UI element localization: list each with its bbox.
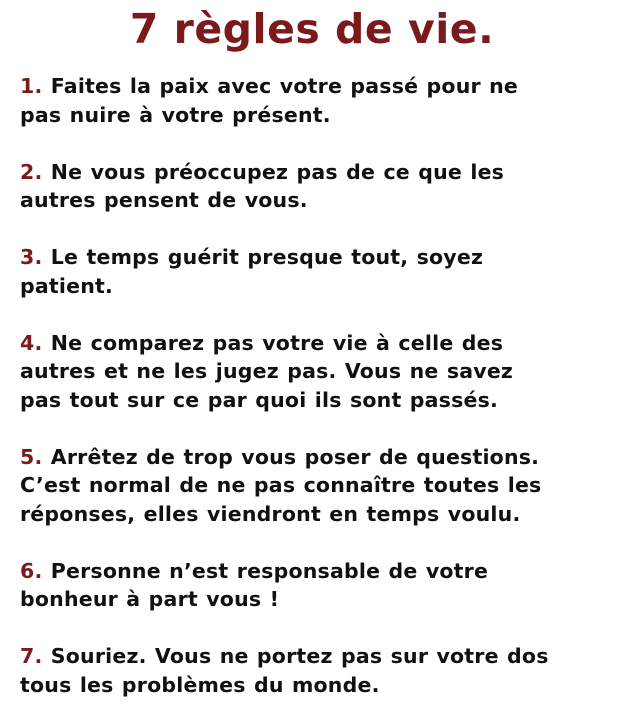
rule-text: tous les problèmes du monde. <box>20 672 380 697</box>
rule-item-1 <box>20 72 620 129</box>
rule-text: Ne comparez pas votre vie à celle des <box>50 330 504 355</box>
rule-item-4 <box>20 329 620 415</box>
rule-text: Ne vous préoccupez pas de ce que les <box>50 159 505 184</box>
rule-line <box>20 72 620 101</box>
rule-text: réponses, elles viendront en temps voulu. <box>20 501 521 526</box>
rule-text: bonheur à part vous ! <box>20 587 280 611</box>
rule-item-6 <box>20 557 620 614</box>
rule-text: C’est normal de ne pas connaître toutes les <box>20 473 542 497</box>
rule-line <box>20 443 620 472</box>
rule-line <box>20 243 620 272</box>
rule-number: 3. <box>20 245 43 269</box>
rule-text: Faites la paix avec votre passé pour ne <box>50 74 519 98</box>
rule-number: 6. <box>20 558 43 583</box>
rule-text: Souriez. Vous ne portez pas sur votre dos <box>50 644 549 668</box>
rule-item-2 <box>20 158 620 215</box>
rule-number: 1. <box>20 74 43 98</box>
rule-number: 4. <box>20 330 43 355</box>
rule-text: autres pensent de vous. <box>20 188 308 212</box>
rule-text: Personne n’est responsable de votre <box>50 558 489 583</box>
rule-item-5 <box>20 443 620 529</box>
rule-text: patient. <box>20 273 114 298</box>
rule-line <box>20 158 620 187</box>
rule-text: Le temps guérit presque tout, soyez <box>50 245 484 269</box>
rule-number: 5. <box>20 444 43 469</box>
page-title: 7 règles de vie. <box>129 5 495 53</box>
rule-text: pas tout sur ce par quoi ils sont passés. <box>20 387 498 412</box>
rule-item-7 <box>20 642 620 699</box>
rule-number: 7. <box>20 644 43 668</box>
rule-item-3 <box>20 243 620 300</box>
rules-list <box>20 72 620 699</box>
rule-line <box>20 329 620 358</box>
rule-line <box>20 642 620 671</box>
rule-text: pas nuire à votre présent. <box>20 102 331 127</box>
rule-text: Arrêtez de trop vous poser de questions. <box>50 444 540 469</box>
rule-number: 2. <box>20 159 43 184</box>
rule-line <box>20 557 620 586</box>
rule-text: autres et ne les jugez pas. Vous ne savez <box>20 359 514 383</box>
